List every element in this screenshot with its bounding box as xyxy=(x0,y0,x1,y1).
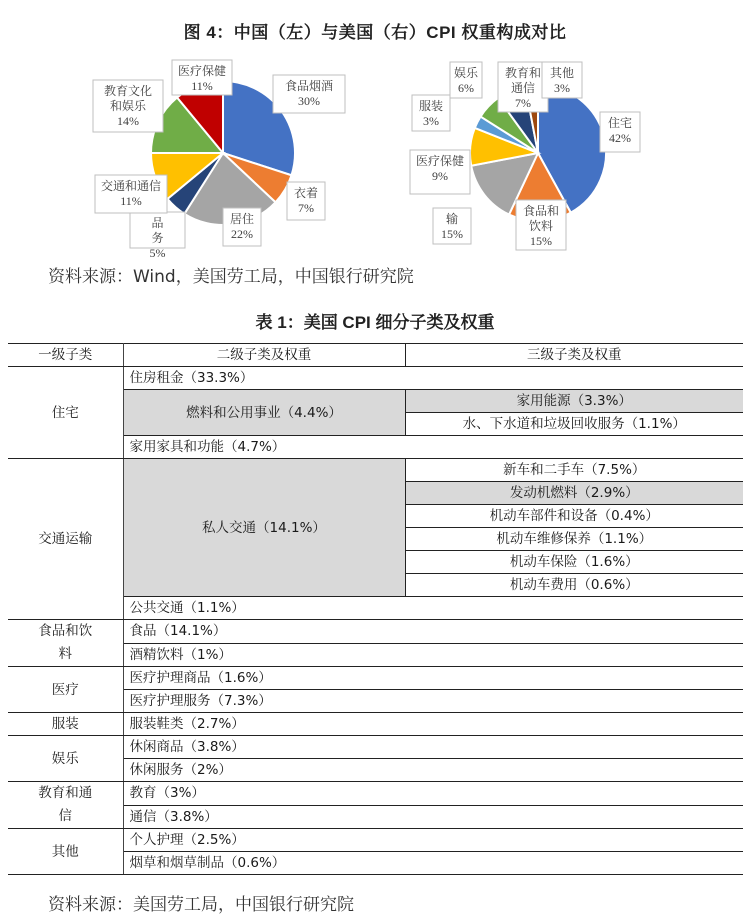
svg-text:居住: 居住 xyxy=(229,212,255,226)
svg-text:9%: 9% xyxy=(432,169,448,183)
svg-text:11%: 11% xyxy=(120,194,142,208)
level2-cell: 住房租金（33.3%） xyxy=(123,367,743,390)
level1-cell: 交通运输 xyxy=(8,459,123,620)
pie-data-label xyxy=(516,200,566,250)
level2-cell: 食品（14.1%） xyxy=(123,620,743,644)
svg-text:通信: 通信 xyxy=(510,81,536,95)
level3-cell: 水、下水道和垃圾回收服务（1.1%） xyxy=(405,413,743,436)
table-header-row xyxy=(8,344,743,367)
level1-cell: 其他 xyxy=(8,829,123,875)
level3-cell: 机动车费用（0.6%） xyxy=(405,574,743,597)
svg-text:42%: 42% xyxy=(609,131,631,145)
level3-cell: 家用能源（3.3%） xyxy=(405,390,743,413)
svg-text:22%: 22% xyxy=(231,227,253,241)
level3-cell: 机动车部件和设备（0.4%） xyxy=(405,505,743,528)
pie-data-label xyxy=(450,62,482,98)
svg-text:品: 品 xyxy=(151,216,164,230)
us-cpi-pie-chart xyxy=(400,50,660,250)
level2-cell: 教育（3%） xyxy=(123,782,743,806)
table-row xyxy=(8,667,743,690)
pie-data-label xyxy=(93,80,163,132)
svg-text:食品和: 食品和 xyxy=(522,204,560,218)
level2-cell: 休闲服务（2%） xyxy=(123,759,743,782)
level2-cell: 个人护理（2.5%） xyxy=(123,829,743,852)
level3-cell: 机动车维修保养（1.1%） xyxy=(405,528,743,551)
level1-cell: 住宅 xyxy=(8,367,123,459)
pie-data-label xyxy=(95,175,167,213)
level2-cell: 服装鞋类（2.7%） xyxy=(123,713,743,736)
svg-text:3%: 3% xyxy=(554,81,570,95)
table-source: 资料来源：美国劳工局，中国银行研究院 xyxy=(48,895,354,915)
svg-text:5%: 5% xyxy=(149,246,166,260)
svg-text:7%: 7% xyxy=(515,96,531,110)
level2-cell: 燃料和公用事业（4.4%） xyxy=(123,390,405,436)
figure-source: 资料来源：Wind，美国劳工局，中国银行研究院 xyxy=(48,267,414,287)
svg-text:饮料: 饮料 xyxy=(528,219,554,233)
svg-text:15%: 15% xyxy=(530,234,552,248)
svg-text:和娱乐: 和娱乐 xyxy=(109,99,147,113)
svg-text:住宅: 住宅 xyxy=(607,116,633,130)
table-row xyxy=(8,736,743,759)
pie-data-label xyxy=(410,150,470,194)
china-cpi-pie-chart xyxy=(90,50,370,260)
pie-data-label xyxy=(273,75,345,113)
level2-cell: 通信（3.8%） xyxy=(123,805,743,829)
svg-text:交通和通信: 交通和通信 xyxy=(100,179,162,193)
level2-cell: 酒精饮料（1%） xyxy=(123,643,743,667)
pie-data-label xyxy=(223,208,261,246)
pie-data-label xyxy=(412,95,450,131)
level2-cell: 休闲商品（3.8%） xyxy=(123,736,743,759)
table-row xyxy=(8,713,743,736)
level2-cell: 家用家具和功能（4.7%） xyxy=(123,436,743,459)
svg-text:30%: 30% xyxy=(298,94,320,108)
level3-cell: 机动车保险（1.6%） xyxy=(405,551,743,574)
pie-data-label xyxy=(287,182,325,220)
svg-text:衣着: 衣着 xyxy=(293,186,319,200)
svg-text:6%: 6% xyxy=(458,81,474,95)
table-row xyxy=(8,459,743,482)
svg-text:3%: 3% xyxy=(423,114,439,128)
svg-text:14%: 14% xyxy=(117,114,139,128)
table-row xyxy=(8,620,743,644)
svg-text:输: 输 xyxy=(445,212,459,226)
svg-text:15%: 15% xyxy=(441,227,463,241)
header-level2: 二级子类及权重 xyxy=(123,344,405,367)
level2-cell: 医疗护理商品（1.6%） xyxy=(123,667,743,690)
figure-title: 图 4：中国（左）与美国（右）CPI 权重构成对比 xyxy=(183,23,567,42)
header-level3: 三级子类及权重 xyxy=(405,344,743,367)
pie-data-label xyxy=(498,62,548,112)
svg-text:务: 务 xyxy=(151,231,164,245)
level1-cell: 教育和通信 xyxy=(8,782,123,829)
svg-text:教育文化: 教育文化 xyxy=(103,84,153,98)
svg-text:医疗保健: 医疗保健 xyxy=(415,154,465,168)
header-level1: 一级子类 xyxy=(8,344,123,367)
svg-text:7%: 7% xyxy=(298,201,314,215)
level3-cell: 发动机燃料（2.9%） xyxy=(405,482,743,505)
svg-text:11%: 11% xyxy=(191,79,213,93)
level1-cell: 服装 xyxy=(8,713,123,736)
level3-cell: 新车和二手车（7.5%） xyxy=(405,459,743,482)
pie-data-label xyxy=(600,112,640,152)
table-row xyxy=(8,367,743,390)
cpi-breakdown-table xyxy=(8,343,743,875)
svg-text:服装: 服装 xyxy=(418,99,444,113)
svg-text:医疗保健: 医疗保健 xyxy=(177,64,227,78)
level1-cell: 娱乐 xyxy=(8,736,123,782)
level1-cell: 医疗 xyxy=(8,667,123,713)
level2-cell: 公共交通（1.1%） xyxy=(123,597,743,620)
table-title: 表 1：美国 CPI 细分子类及权重 xyxy=(255,313,495,332)
level2-cell: 私人交通（14.1%） xyxy=(123,459,405,597)
pie-data-label xyxy=(172,60,232,95)
table-row xyxy=(8,829,743,852)
pie-data-label xyxy=(542,62,582,98)
svg-text:其他: 其他 xyxy=(549,66,575,80)
svg-text:教育和: 教育和 xyxy=(504,66,542,80)
svg-text:食品烟酒: 食品烟酒 xyxy=(284,79,334,93)
table-row xyxy=(8,782,743,806)
pie-data-label xyxy=(433,208,471,244)
level2-cell: 医疗护理服务（7.3%） xyxy=(123,690,743,713)
level1-cell: 食品和饮料 xyxy=(8,620,123,667)
pie-data-label xyxy=(130,212,185,260)
svg-text:娱乐: 娱乐 xyxy=(453,66,479,80)
level2-cell: 烟草和烟草制品（0.6%） xyxy=(123,852,743,875)
